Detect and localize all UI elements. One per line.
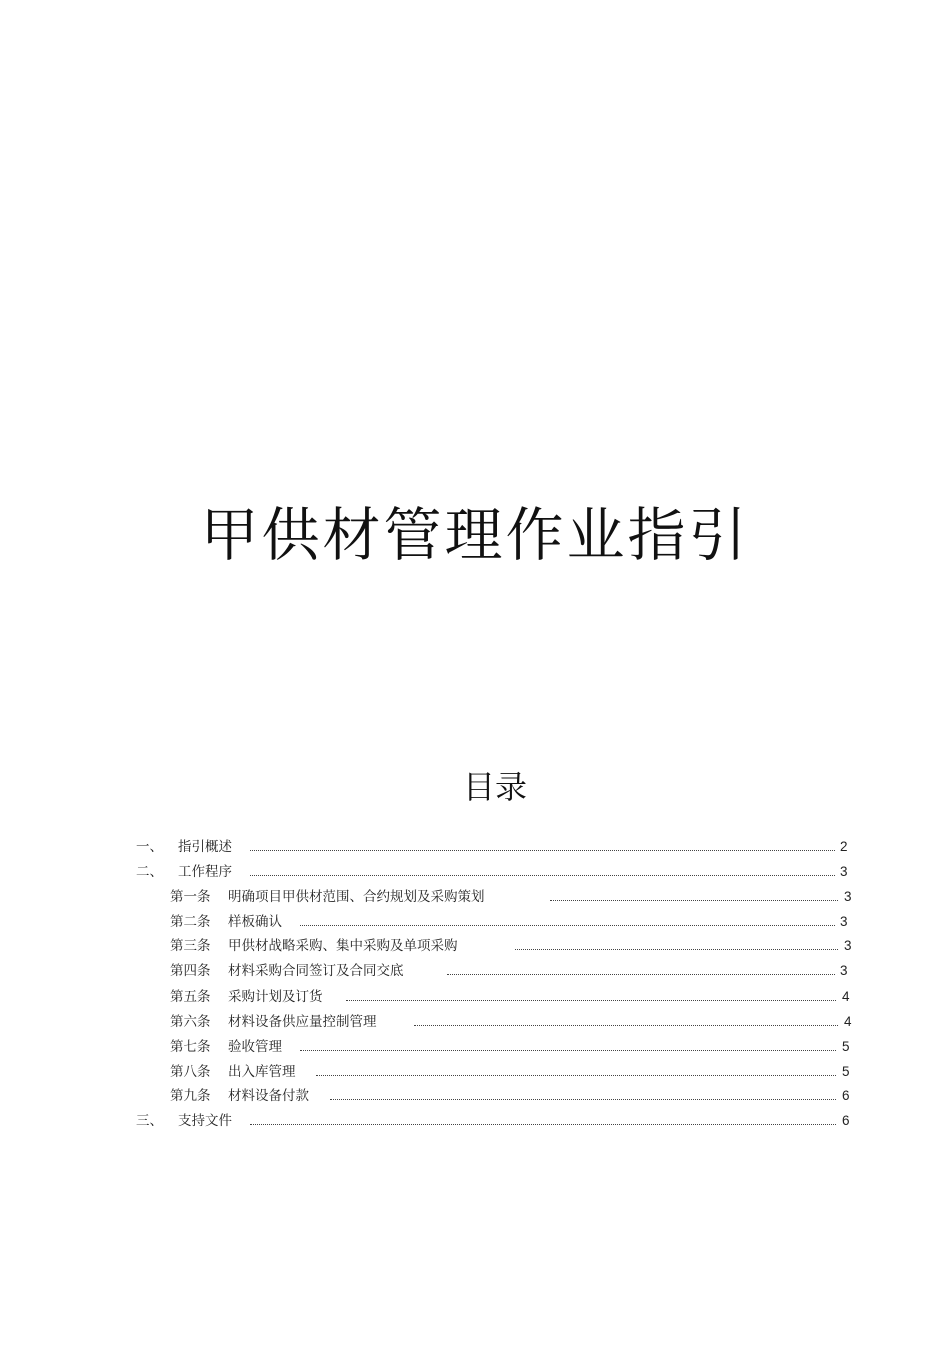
toc-entry-number: 第七条 [170, 1039, 211, 1055]
toc-entry-number: 第三条 [170, 938, 211, 954]
toc-dot-leader [414, 1025, 838, 1026]
toc-entry[interactable] [0, 1010, 950, 1034]
toc-entry-title: 材料采购合同签订及合同交底 [228, 963, 404, 979]
toc-entry[interactable] [0, 885, 950, 909]
toc-entry-number: 第五条 [170, 989, 211, 1005]
toc-entry[interactable] [0, 1109, 950, 1133]
toc-entry-page: 2 [840, 839, 848, 854]
toc-entry-page: 6 [842, 1088, 850, 1103]
toc-entry-page: 5 [842, 1039, 850, 1054]
toc-entry[interactable] [0, 985, 950, 1009]
toc-entry-title: 验收管理 [228, 1039, 282, 1055]
toc-dot-leader [316, 1075, 836, 1076]
toc-entry[interactable] [0, 860, 950, 884]
toc-dot-leader [250, 850, 835, 851]
toc-entry-page: 3 [840, 864, 848, 879]
toc-heading: 目录 [462, 768, 527, 806]
toc-entry-page: 3 [844, 889, 852, 904]
toc-entry[interactable] [0, 934, 950, 958]
toc-dot-leader [300, 925, 835, 926]
toc-entry-number: 第四条 [170, 963, 211, 979]
toc-entry-number: 第一条 [170, 889, 211, 905]
toc-dot-leader [300, 1050, 836, 1051]
toc-entry-title: 甲供材战略采购、集中采购及单项采购 [228, 938, 458, 954]
toc-dot-leader [346, 1000, 836, 1001]
toc-entry-title: 支持文件 [178, 1113, 232, 1129]
toc-entry-title: 采购计划及订货 [228, 989, 323, 1005]
toc-dot-leader [330, 1099, 836, 1100]
toc-entry-title: 材料设备供应量控制管理 [228, 1014, 377, 1030]
toc-entry-number: 第八条 [170, 1064, 211, 1080]
toc-entry[interactable] [0, 959, 950, 983]
toc-entry-title: 指引概述 [178, 839, 232, 855]
toc-entry-number: 第二条 [170, 914, 211, 930]
toc-entry[interactable] [0, 1084, 950, 1108]
toc-entry-title: 工作程序 [178, 864, 232, 880]
toc-entry-page: 4 [842, 989, 850, 1004]
toc-entry-number: 二、 [136, 864, 163, 880]
toc-entry-page: 6 [842, 1113, 850, 1128]
toc-entry-number: 一、 [136, 839, 163, 855]
toc-entry-page: 4 [844, 1014, 852, 1029]
toc-entry-page: 5 [842, 1064, 850, 1079]
toc-entry-page: 3 [840, 914, 848, 929]
toc-entry-title: 样板确认 [228, 914, 282, 930]
toc-entry[interactable] [0, 1035, 950, 1059]
toc-entry[interactable] [0, 910, 950, 934]
toc-dot-leader [250, 875, 835, 876]
toc-dot-leader [447, 974, 835, 975]
toc-entry-title: 材料设备付款 [228, 1088, 309, 1104]
toc-entry-number: 第九条 [170, 1088, 211, 1104]
toc-entry-title: 出入库管理 [228, 1064, 296, 1080]
toc-entry-number: 三、 [136, 1113, 163, 1129]
toc-dot-leader [515, 949, 838, 950]
toc-entry[interactable] [0, 835, 950, 859]
toc-entry-number: 第六条 [170, 1014, 211, 1030]
toc-entry[interactable] [0, 1060, 950, 1084]
toc-dot-leader [250, 1124, 836, 1125]
toc-entry-page: 3 [844, 938, 852, 953]
document-title: 甲供材管理作业指引 [200, 501, 750, 569]
toc-dot-leader [550, 900, 838, 901]
toc-entry-title: 明确项目甲供材范围、合约规划及采购策划 [228, 889, 485, 905]
toc-entry-page: 3 [840, 963, 848, 978]
